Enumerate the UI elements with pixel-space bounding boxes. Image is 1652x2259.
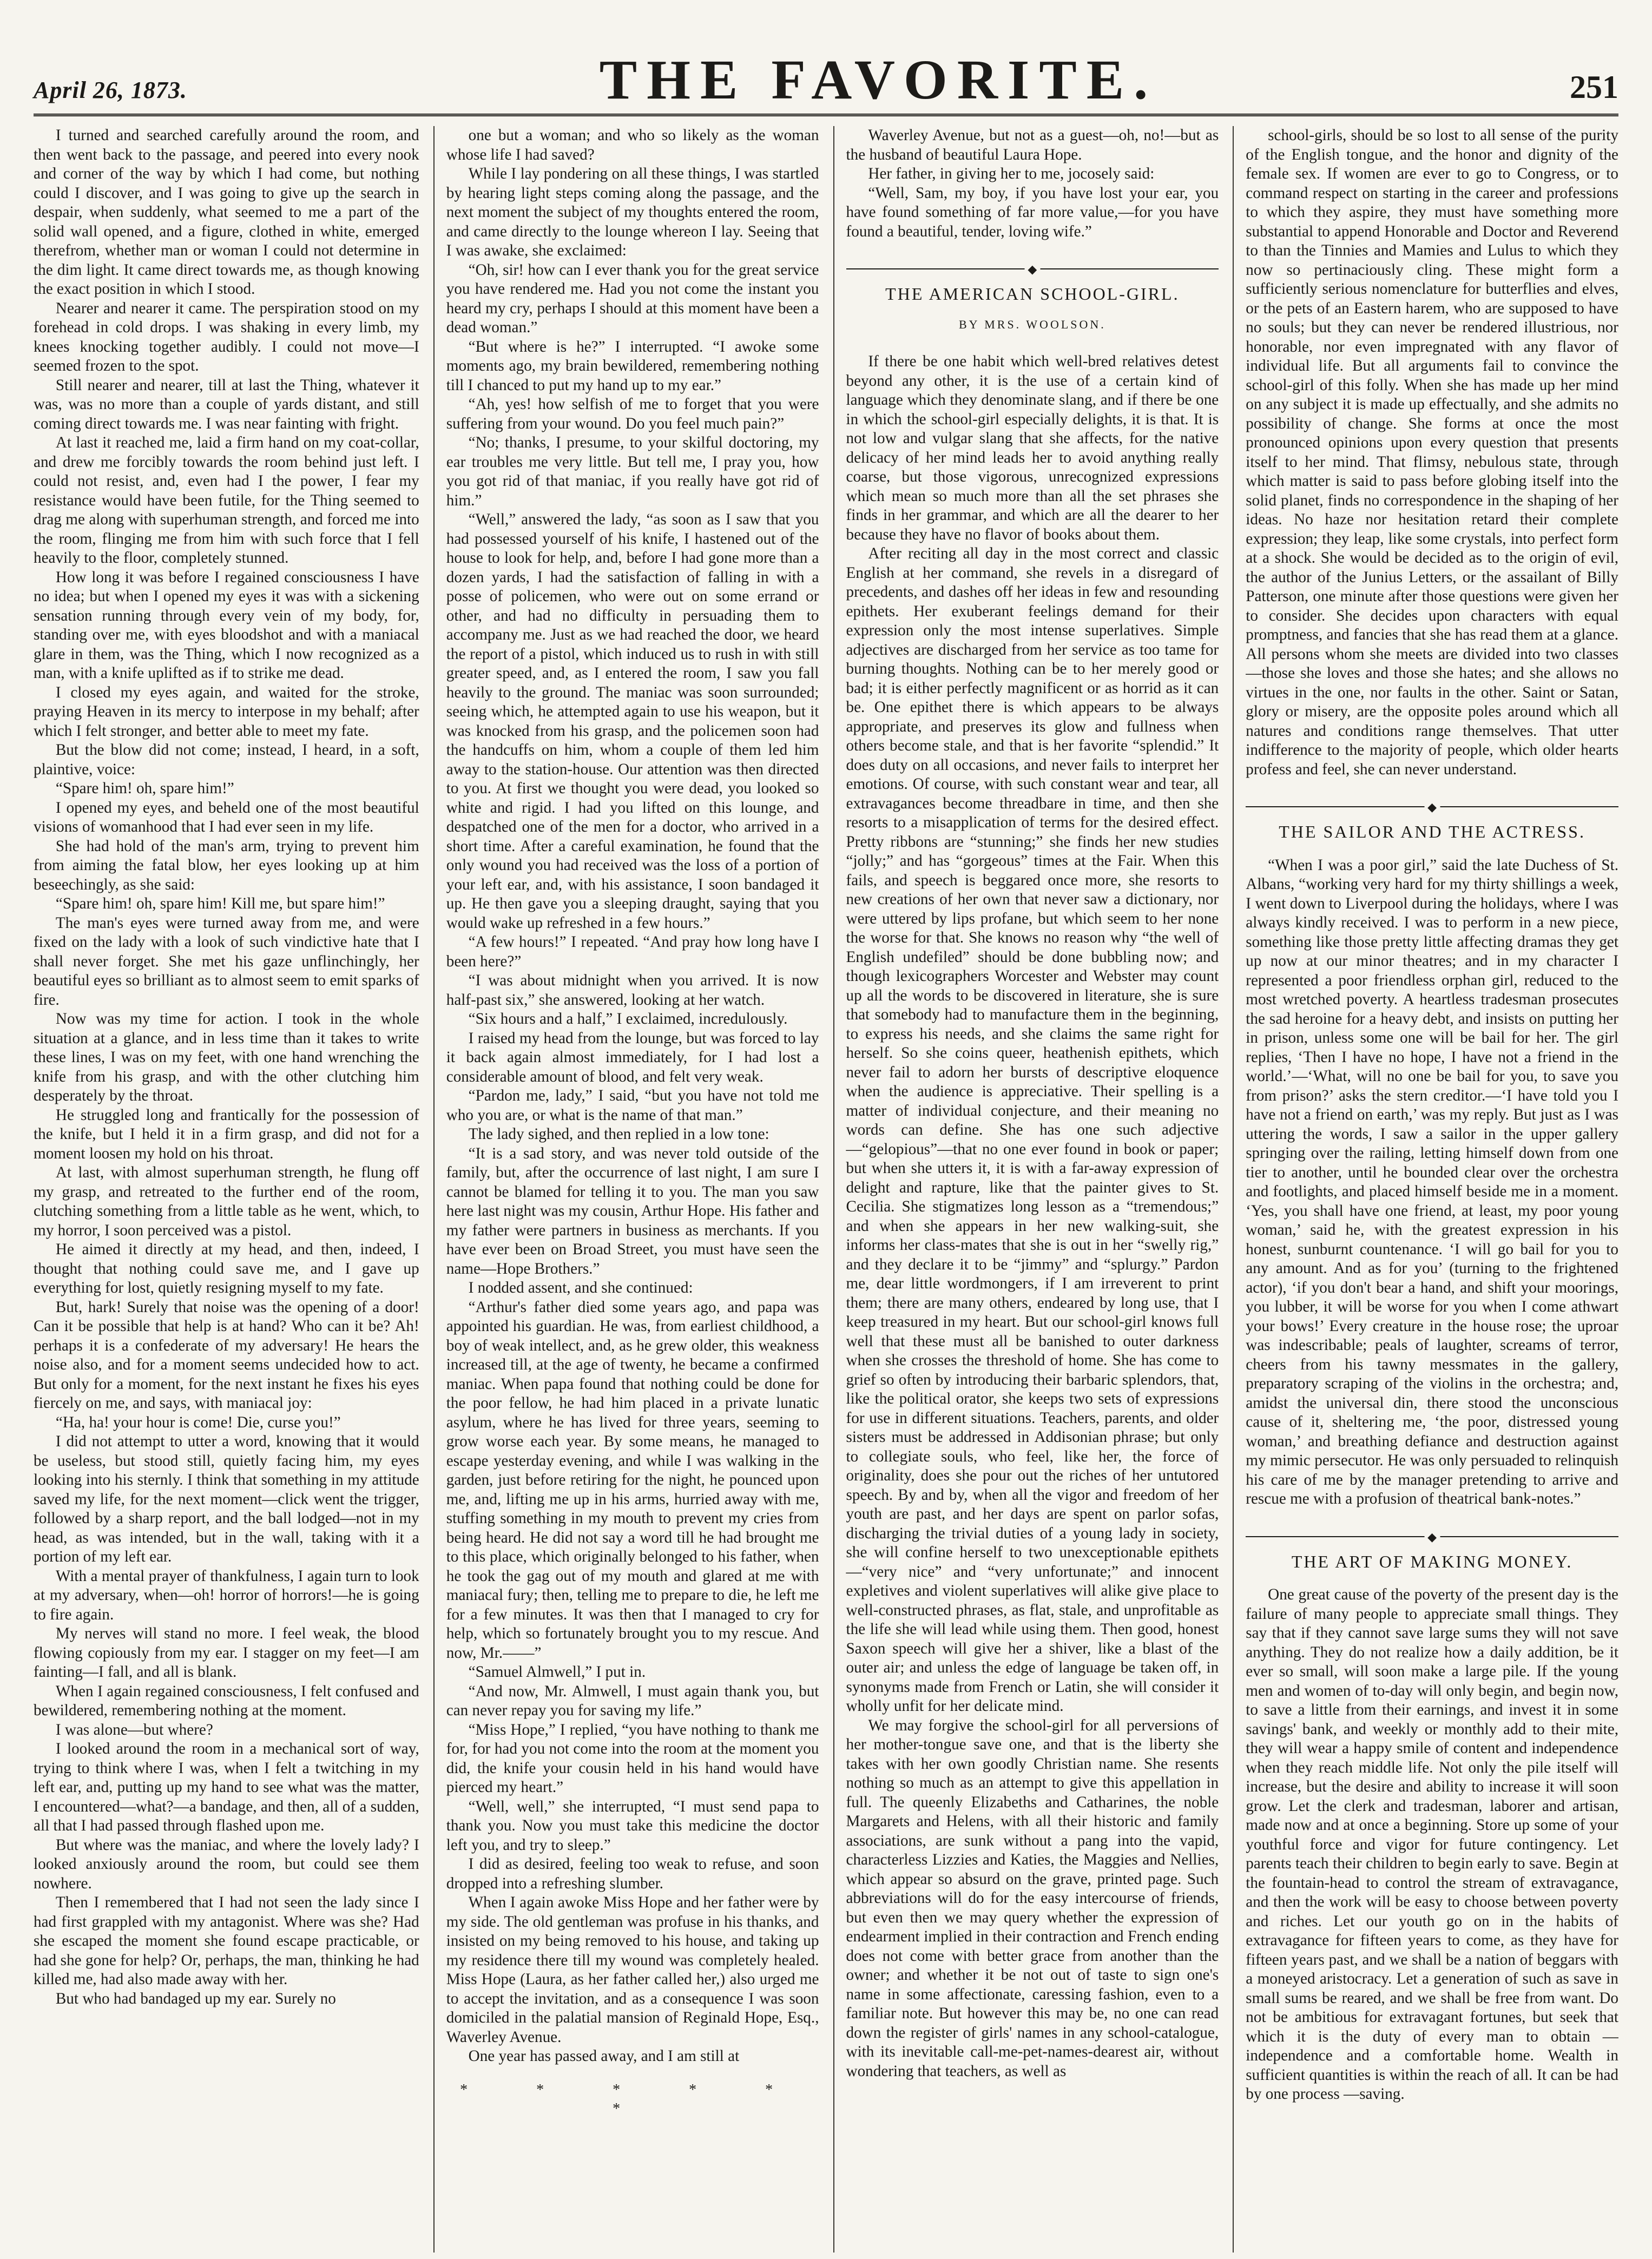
story-continuation <box>446 126 819 2066</box>
paragraph: When I again awoke Miss Hope and her father were by my side. The old gentleman was profuse in his thanks, and insisted on my being removed to his house, and taking up my residence there till my wound was completely healed. Miss Hope (Laura, as her father called her,) also urged me to accept the invitation, and as a consequence I was soon domiciled in the palatial mansion of Reginald Hope, Esq., Waverley Avenue. <box>446 1894 819 2046</box>
column-3 <box>833 126 1219 2253</box>
section-divider <box>1246 1536 1618 1537</box>
paragraph: I turned and searched carefully around the room, and then went back to the passage, and peered into every nook and corner of the way by which I had come, but nothing could I discover, and I was going to give up the search in despair, when suddenly, what seemed to me a part of the solid wall opened, and a figure, clothed in white, emerged therefrom, whether man or woman I could not determine in the dim light. It came direct towards me, as though knowing the exact position in which I stood. <box>34 127 419 298</box>
section-divider <box>846 268 1219 269</box>
paragraph: Now was my time for action. I took in the whole situation at a glance, and in less time than it takes to write these lines, I was on my feet, with one hand wrenching the knife from his grasp, and with the other clutching him desperately by the throat. <box>34 1010 419 1104</box>
paragraph: school-girls, should be so lost to all sense of the purity of the English tongue, and the honor and dignity of the female sex. If women are ever to go to Congress, or to command respect on starting in the career and professions to which they aspire, they must have something more substantial to append Honorable and Doctor and Reverend to than the Tinnies and Mamies and Lulus to which they now so pertinaciously cling. These might form a sufficiently serious nomenclature for butterflies and elves, or the pets of an Eastern harem, who are supposed to have no souls; but they can never be rendered illustrious, nor honorable, nor even impregnated with any flavor of individual life. But all arguments fail to convince the school-girl of this folly. When she has made up her mind on any subject it is made up effectually, and she admits no possibility of change. She forms at once the most pronounced opinions upon every question that presents itself to her mind. That flimsy, nebulous state, through which matter is said to pass before globing itself into the solid planet, finds no correspondence in the shaping of her ideas. No haze nor hesitation retard their complete expression; they leap, like some crystals, into perfect form at a shock. She would be decided as to the origin of evil, the author of the Junius Letters, or the assailant of Billy Patterson, one minute after those questions were given her to consider. She decides upon characters with equal promptness, and fancies that she has read them at a glance. All persons whom she meets are divided into two classes—those she loves and those she hates; and she allows no virtues in the one, nor faults in the other. Saint or Satan, glory or misery, are the opposite poles around which all natures and conditions range themselves. That utter indifference to the majority of people, which older hearts profess and feel, she can never understand. <box>1246 127 1618 778</box>
paragraph: Still nearer and nearer, till at last the Thing, whatever it was, was no more than a couple of yards distant, and still coming direct towards me. I was near fainting with fright. <box>34 376 419 432</box>
paragraph: At last it reached me, laid a firm hand on my coat-collar, and drew me forcibly towards the room behind just left. I could not resist, and, even had I the power, I fear my resistance would have been futile, for the Thing seemed to drag me along with superhuman strength, and forced me into the room, flinging me from him with such force that I fell heavily to the floor, completely stunned. <box>34 434 419 567</box>
paragraph: “Spare him! oh, spare him!” <box>55 780 234 797</box>
paragraph: When I again regained consciousness, I felt confused and bewildered, remembering nothing at the moment. <box>34 1682 419 1719</box>
paragraph: If there be one habit which well-bred relatives detest beyond any other, it is the use of a certain kind of language which they denominate slang, and if there be one in which the school-girl especially delights, it is that. It is not low and vulgar slang that she affects, for the native delicacy of her mind leads her to avoid anything really coarse, but those vigorous, unrecognized expressions which mean so much more than all the set phrases she finds in her grammar, and which are all the dearer to her because they have no flavor of books about them. <box>846 353 1219 543</box>
paragraph: one but a woman; and who so likely as the woman whose life I had saved? <box>446 127 819 163</box>
section-break-stars: * * * * * * <box>460 2081 806 2117</box>
paragraph: The lady sighed, and then replied in a low tone: <box>468 1125 769 1143</box>
paragraph: “Samuel Almwell,” I put in. <box>468 1663 646 1681</box>
masthead <box>34 22 1618 116</box>
paragraph: Nearer and nearer it came. The perspiration stood on my forehead in cold drops. I was shaking in every limb, my knees knocking together audibly. I could not move—I seemed frozen to the spot. <box>34 299 419 374</box>
story-continuation <box>34 126 419 2008</box>
column-4 <box>1233 126 1618 2253</box>
section-divider <box>1246 806 1618 807</box>
page-number: 251 <box>1569 69 1618 105</box>
paragraph: He aimed it directly at my head, and then, indeed, I thought that nothing could save me, and I gave up everything for lost, quietly resigning myself to my fate. <box>34 1241 419 1296</box>
story-ending <box>846 126 1219 241</box>
article-body-making-money <box>1246 1585 1618 2104</box>
article-byline: BY MRS. WOOLSON. <box>958 317 1106 331</box>
article-body-school-girl <box>846 352 1219 2081</box>
paragraph: I looked around the room in a mechanical sort of way, trying to think where I was, when I felt a twitching in my left ear, and, putting up my hand to see what was the matter, I encountered—what?—a bandage, and then, all of a sudden, all that I had passed through flashed upon me. <box>34 1740 419 1834</box>
paragraph: The man's eyes were turned away from me, and were fixed on the lady with a look of such vindictive hate that I shall never forget. She met his gaze unflinchingly, her beautiful eyes so brilliant as to almost seem to emit sparks of fire. <box>34 914 419 1009</box>
paragraph: “Pardon me, lady,” I said, “but you have not told me who you are, or what is the name of that man.” <box>446 1087 819 1124</box>
paragraph: “Miss Hope,” I replied, “you have nothing to thank me for, for had you not come into the room at the moment you did, the knife your cousin held in his hand would have pierced my heart.” <box>446 1721 819 1796</box>
paragraph: “Ha, ha! your hour is come! Die, curse you!” <box>55 1413 341 1431</box>
paragraph: “I was about midnight when you arrived. It is now half-past six,” she answered, looking at her watch. <box>446 972 819 1009</box>
paragraph: “No; thanks, I presume, to your skilful doctoring, my ear troubles me very little. But tell me, I pray you, how you got rid of that maniac, if you really have got rid of him.” <box>446 434 819 509</box>
paragraph: “Arthur's father died some years ago, and papa was appointed his guardian. He was, from earliest childhood, a boy of weak intellect, and, as he grew older, this weakness increased till, at the age of twenty, he became a confirmed maniac. When papa found that nothing could be done for the poor fellow, he had him placed in a private lunatic asylum, where he has lived for three years, seeming to grow worse each year. By some means, he managed to escape yesterday evening, and while I was walking in the garden, just before retiring for the night, he pounced upon me, and, lifting me up in his arms, hurried away with me, stuffing something in my mouth to prevent my cries from being heard. He did not say a word till he had brought me to this place, which originally belonged to his father, when he took the gag out of my mouth and glared at me with maniacal fury; then, telling me to prepare to die, he left me for a few minutes. It was then that I managed to cry for help, which so fortunately brought you to my rescue. And now, Mr.——” <box>446 1298 819 1662</box>
paragraph: “Well, Sam, my boy, if you have lost your ear, you have found something of far more value,—for you have found a beautiful, tender, loving wife.” <box>846 184 1219 240</box>
paragraph: “Six hours and a half,” I exclaimed, incredulously. <box>468 1010 788 1028</box>
paragraph: “Oh, sir! how can I ever thank you for the great service you have rendered me. Had you not come the instant you heard my cry, perhaps I should at this moment have been a dead woman.” <box>446 261 819 336</box>
article-body-sailor-actress <box>1246 856 1618 1509</box>
paragraph: “Spare him! oh, spare him! Kill me, but spare him!” <box>55 895 385 912</box>
paragraph: I nodded assent, and she continued: <box>468 1279 693 1296</box>
paragraph: After reciting all day in the most correct and classic English at her command, she revels in a disregard of precedents, and dashes off her ideas in few and resounding epithets. Her exuberant feelings demand for their expression only the most intense superlatives. Simple adjectives are discharged from her service as too tame for burning thoughts. Nothing can be to her merely good or bad; it is either perfectly magnificent or as horrid as it can be. One epithet there is which appears to be always appropriate, and preserves its glow and fullness when others become stale, and that is her favorite “splendid.” It does duty on all occasions, and never fails to interpret her emotions. Of course, with such constant wear and tear, all extravagances become threadbare in time, and then she resorts to a misapplication of terms for the desired effect. Pretty ribbons are “stunning;” she finds her new studies “jolly;” and has “gorgeous” times at the Fair. When this fails, and speech is beggared once more, she resorts to new creations of her own that never saw a dictionary, nor were uttered by lips profane, but which seem to her none the worse for that. She knows no reason why “the well of English undefiled” should be done bubbling now; and though lexicographers Worcester and Webster may count up all the words to be discovered in literature, she is sure that somebody had to manufacture them in the beginning, to express his needs, and she claims the same right for herself. So she coins queer, heathenish epithets, which never fail to adorn her bursts of descriptive eloquence when the audience is appreciative. Their spelling is a matter of individual conjecture, and their meaning no words can define. She has one such adjective —“gelopious”—that no one ever found in book or paper; but when she utters it, it is with a far-away expression of delight and rapture, like that the painter gives to St. Cecilia. She stigmatizes long lesson as a “tremendous;” and when she appears in her new walking-suit, she informs her class-mates that she is out in her “swelly rig,” and they declare it to be “jimmy” and “splurgy.” Pardon me, dear little wordmongers, if I am irreverent to print them; there are many others, endeared by long use, that I keep treasured in my heart. But our school-girl knows full well that these must all be banished to outer darkness when she crosses the threshold of home. She has come to grief so often by introducing their barbaric splendors, that, like the political orator, she keeps two sets of expressions for use in different situations. Teachers, parents, and older sisters must be addressed in Addisonian phrase; but only to collegiate souls, who feel, like her, the force of originality, does she pour out the riches of her untutored speech. By and by, when all the vigor and freedom of her youth are past, and her days are spent on parlor sofas, discharging the trivial duties of a young lady in society, she will confine herself to two unexceptionable epithets—“very nice” and “very unfortunate;” and innocent expletives and violent superlatives will alike give place to well-constructed phrases, as flat, stale, and unprofitable as the life she will lead while using them. Then good, honest Saxon speech will give her a shiver, like a blast of the outer air; and unless the edge of language be taken off, in synonyms made from French or Latin, she will consider it wholly unfit for her delicate mind. <box>846 545 1219 1715</box>
article-title-american-school-girl: THE AMERICAN SCHOOL-GIRL. <box>885 284 1180 304</box>
paragraph: “A few hours!” I repeated. “And pray how long have I been here?” <box>446 933 819 970</box>
paragraph: While I lay pondering on all these things, I was startled by hearing light steps coming along the passage, and the next moment the subject of my thoughts entered the room, and came directly to the lounge whereon I lay. Seeing that I was awake, she exclaimed: <box>446 165 819 259</box>
paragraph: “Ah, yes! how selfish of me to forget that you were suffering from your wound. Do you feel much pain?” <box>446 396 819 432</box>
paragraph: I closed my eyes again, and waited for the stroke, praying Heaven in its mercy to interpose in my behalf; after which I felt stronger, and better able to meet my fate. <box>34 683 419 740</box>
paragraph: My nerves will stand no more. I feel weak, the blood flowing copiously from my ear. I stagger on my feet—I am fainting—I fall, and all is blank. <box>34 1625 419 1681</box>
paragraph: But who had bandaged up my ear. Surely no <box>55 1990 336 2007</box>
paragraph: One great cause of the poverty of the present day is the failure of many people to appreciate small things. They say that if they cannot save large sums they will not save anything. They do not realize how a daily addition, be it ever so small, will soon make a large pile. If the young men and women of to-day will only begin, and begin now, to save a little from their earnings, and invest it in some savings' bank, and weekly or monthly add to their mite, they will wear a happy smile of content and independence when they reach middle life. Not only the pile itself will increase, but the desire and ability to increase it will soon grow. Let the clerk and tradesman, laborer and artisan, made now and at once a beginning. Store up some of your youthful force and vigor for future contingency. Let parents teach their children to begin early to save. Begin at the fountain-head to control the stream of extravagance, and then the work will be easy to choose between poverty and riches. Let our youth go on in the habits of extravagance for fifteen years to come, as they have for fifteen years past, and we shall be a nation of beggars with a moneyed aristocracy. Let a generation of such as save in small sums be reared, and we shall be free from want. Do not be ambitious for extravagant fortunes, but seek that which it is the duty of every man to obtain — independence and a comfortable home. Wealth in sufficient quantities is within the reach of all. It can be had by one process —saving. <box>1246 1586 1618 2103</box>
paragraph: “And now, Mr. Almwell, I must again thank you, but can never repay you for saving my life.” <box>446 1682 819 1719</box>
newspaper-title: THE FAVORITE. <box>599 49 1158 111</box>
paragraph: I opened my eyes, and beheld one of the most beautiful visions of womanhood that I had ever seen in my life. <box>34 799 419 835</box>
paragraph: But where was the maniac, and where the lovely lady? I looked anxiously around the room, but could see them nowhere. <box>34 1836 419 1892</box>
paragraph: “Well,” answered the lady, “as soon as I saw that you had possessed yourself of his knife, I hastened out of the house to look for help, and, before I had gone more than a dozen yards, I had the satisfaction of falling in with a posse of policemen, who were out on some errand or other, and had no difficulty in persuading them to accompany me. Just as we had reached the door, we heard the report of a pistol, which induced us to rush in with still greater speed, and, as I entered the room, I saw you fall heavily to the ground. The maniac was soon surrounded; seeing which, he attempted again to use his weapon, but it was knocked from his grasp, and the policemen soon had the handcuffs on him, whom a couple of them led him away to the station-house. Our attention was then directed to you. At first we thought you were dead, you looked so white and rigid. I had you lifted on this lounge, and despatched one of the men for a doctor, who arrived in a short time. After a careful examination, he found that the only wound you had received was the loss of a portion of your left ear, and, with his assistance, I soon bandaged it up. He then gave you a sleeping draught, saying that you would wake up refreshed in a few hours.” <box>446 511 819 932</box>
column-2 <box>433 126 819 2253</box>
paragraph: He struggled long and frantically for the possession of the knife, but I held it in a firm grasp, and did not for a moment loosen my hold on his throat. <box>34 1106 419 1162</box>
paragraph: At last, with almost superhuman strength, he flung off my grasp, and retreated to the further end of the room, clutching something from a little table as he went, which, to my horror, I soon perceived was a pistol. <box>34 1164 419 1239</box>
paragraph: “Well, well,” she interrupted, “I must send papa to thank you. Now you must take this medicine the doctor left you, and try to sleep.” <box>446 1797 819 1854</box>
article-title-sailor-actress: THE SAILOR AND THE ACTRESS. <box>1279 822 1585 841</box>
paragraph: Then I remembered that I had not seen the lady since I had first grappled with my antagonist. Where was she? Had she escaped the moment she found escape practicable, or had she gone for help? Or, perhaps, the man, thinking he had killed me, had also made away with her. <box>34 1894 419 1988</box>
issue-date: April 26, 1873. <box>34 77 187 103</box>
paragraph: I raised my head from the lounge, but was forced to lay it back again almost immediately, for I had lost a considerable amount of blood, and felt very weak. <box>446 1029 819 1085</box>
paragraph: “It is a sad story, and was never told outside of the family, but, after the occurrence of last night, I am sure I cannot be blamed for telling it to you. The man you saw here last night was my cousin, Arthur Hope. His father and my father were partners in business as merchants. If you have ever been on Broad Street, you must have seen the name—Hope Brothers.” <box>446 1144 819 1277</box>
paragraph: We may forgive the school-girl for all perversions of her mother-tongue save one, and that is the liberty she takes with her own goodly Christian name. She resents nothing so much as an attempt to give this appellation in full. The queenly Elizabeths and Catharines, the noble Margarets and Helens, with all their historic and family associations, are sunk without a pang into the vapid, characterless Lizzies and Katies, the Maggies and Nellies, which appear so absurd on the grave, printed page. Such abbreviations will do for the easy intercourse of friends, but even then we may query whether the expression of endearment implied in their contraction and French ending does not come with better grace from another than the owner; and whether it be not out of taste to sign one's name in some affectionate, caressing fashion, even to a familiar note. But however this may be, no one can read down the register of girls' names in any school-catalogue, with its inevitable call-me-pet-names-dearest air, without wondering that teachers, as well as <box>846 1716 1219 2080</box>
paragraph: How long it was before I regained consciousness I have no idea; but when I opened my eyes it was with a sickening sensation running through every vein of my body, for, standing over me, with eyes bloodshot and with a maniacal glare in them, was the Thing, which I now recognized as a man, with a knife uplifted as if to strike me dead. <box>34 568 419 682</box>
paragraph: One year has passed away, and I am still at <box>468 2047 740 2065</box>
paragraph: But the blow did not come; instead, I heard, in a soft, plaintive, voice: <box>34 741 419 778</box>
paragraph: “But where is he?” I interrupted. “I awoke some moments ago, my brain bewildered, remembering nothing till I chanced to put my hand up to my ear.” <box>446 338 819 394</box>
paragraph: But, hark! Surely that noise was the opening of a door! Can it be possible that help is at hand? Who can it be? Ah! perhaps it is a confederate of my adversary! He hears the noise also, and for a moment seems undecided how to act. But only for a moment, for the next instant he fixes his eyes fiercely on me, and says, with maniacal joy: <box>34 1298 419 1412</box>
paragraph: Waverley Avenue, but not as a guest—oh, no!—but as the husband of beautiful Laura Hope. <box>846 127 1219 163</box>
paragraph: I was alone—but where? <box>55 1721 213 1738</box>
article-title-making-money: THE ART OF MAKING MONEY. <box>1291 1551 1573 1571</box>
column-1 <box>34 126 419 2253</box>
paragraph: I did not attempt to utter a word, knowing that it would be useless, but stood still, quietly facing him, my eyes looking into his sternly. I think that something in my attitude saved my life, for the next moment—click went the trigger, followed by a sharp report, and the ball lodged—not in my head, as was intended, but in the wall, taking with it a portion of my left ear. <box>34 1433 419 1565</box>
paragraph: Her father, in giving her to me, jocosely said: <box>868 165 1155 182</box>
paragraph: She had hold of the man's arm, trying to prevent him from aiming the fatal blow, her eyes looking up at him beseechingly, as she said: <box>34 837 419 893</box>
paragraph: With a mental prayer of thankfulness, I again turn to look at my adversary, when—oh! horror of horrors!—he is going to fire again. <box>34 1567 419 1623</box>
article-continuation-school-girl <box>1246 126 1618 779</box>
paragraph: “When I was a poor girl,” said the late Duchess of St. Albans, “working very hard for my thirty shillings a week, I went down to Liverpool during the holidays, where I was always kindly received. I was to perform in a new piece, something like those pretty little affecting dramas they get up now at our minor theatres; and in my character I represented a poor friendless orphan girl, reduced to the most wretched poverty. A heartless tradesman prosecutes the sad heroine for a heavy debt, and insists on putting her in prison, unless some one will be bail for her. The girl replies, ‘Then I have no hope, I have not a friend in the world.’—‘What, will no one be bail for you, to save you from prison?’ asks the stern creditor.—‘I have told you I have not a friend on earth,’ was my reply. But just as I was uttering the words, I saw a sailor in the upper gallery springing over the railing, letting himself down from one tier to another, until he bounded clear over the orchestra and footlights, and placed himself beside me in a moment. ‘Yes, you shall have one friend, at least, my poor young woman,’ said he, with the greatest expression in his honest, sunburnt countenance. ‘I will go bail for you to any amount. And as for you’ (turning to the frightened actor), ‘if you don't bear a hand, and shift your moorings, you lubber, it will be worse for you when I come athwart your bows!’ Every creature in the house rose; the uproar was indescribable; peals of laughter, screams of terror, cheers from his tawny messmates in the gallery, preparatory scraping of the violins in the orchestra; and, amidst the universal din, there stood the unconscious cause of it, sheltering me, ‘the poor, distressed young woman,’ and breathing defiance and destruction against my mimic persecutor. He was only persuaded to relinquish his care of me by the manager pretending to arrive and rescue me with a profusion of theatrical bank-notes.” <box>1246 856 1618 1507</box>
article-columns <box>34 126 1618 2253</box>
paragraph: I did as desired, feeling too weak to refuse, and soon dropped into a refreshing slumber. <box>446 1855 819 1892</box>
